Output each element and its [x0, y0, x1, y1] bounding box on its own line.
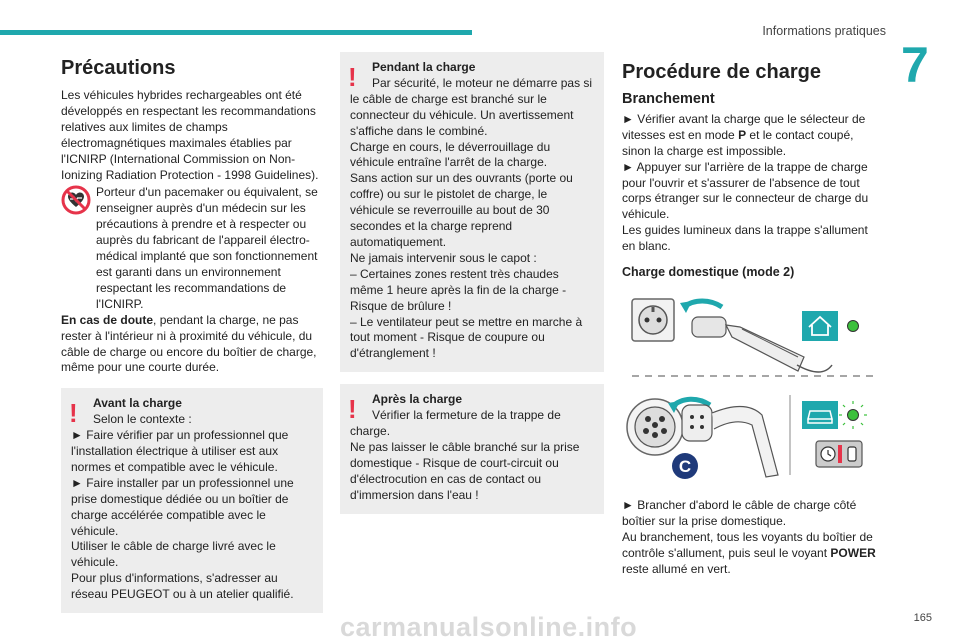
step-text: et le contact coupé, sinon la charge est impossible.: [622, 127, 854, 158]
no-pacemaker-icon: [61, 185, 91, 215]
warning-line: Ne pas laisser le câble branché sur la prise domestique - Risque de court-circuit ou d'électrocution en cas de contact ou d'immersion dans l'eau !: [350, 439, 580, 502]
warning-title: Avant la charge: [93, 396, 182, 411]
column-charge-procedure: [622, 56, 884, 577]
warning-title: Après la charge: [372, 392, 463, 407]
warning-line: Sans action sur un des ouvrants (porte ou coffre) ou sur le pistolet de charge, le véhicule se reverrouille au bout de 30 secondes et la charge reprend automatiquement.: [350, 171, 573, 249]
warning-during-charge: [340, 52, 604, 372]
column-charge-warnings: [340, 52, 604, 514]
home-icon: [802, 311, 838, 341]
domestic-charge-heading: Charge domestique (mode 2): [622, 265, 795, 280]
warning-after-charge: [340, 384, 604, 513]
section-header: Informations pratiques: [762, 24, 886, 38]
warning-line: Selon le contexte :: [93, 412, 192, 427]
pacemaker-text: Porteur d'un pacemaker ou équivalent, se renseigner auprès d'un médecin sur les précautions à prendre et à respecter ou auprès du fabricant de l'appareil électro-médical implanté que son fonctionnement est garanti dans un environnement respectant les recommandations de l'ICNIRP.: [96, 185, 318, 311]
column-precautions: [61, 52, 323, 613]
exclamation-icon: !: [348, 394, 357, 425]
doubt-rest: , pendant la charge, ne pas rester à l'intérieur ni à proximité du véhicule, du câble de charge ou encore du boîtier de charge, même pour une courte durée.: [61, 312, 317, 375]
warning-line: Par sécurité, le moteur ne démarre pas si le câble de charge est branché sur le connecteur du véhicule. Un avertissement s'affiche dans le combiné.: [350, 75, 593, 138]
figure-label-c: [672, 453, 698, 479]
warning-title: Pendant la charge: [372, 60, 476, 74]
step-check-gear: [622, 112, 884, 160]
figure-label-text: C: [678, 456, 692, 476]
warning-line: – Certaines zones restent très chaudes même 1 heure après la fin de la charge - Risque de brûlure !: [350, 266, 567, 313]
power-word: POWER: [830, 545, 876, 560]
top-accent-bar: [0, 30, 472, 35]
exclamation-icon: !: [348, 62, 357, 92]
note-text: Au branchement, tous les voyants du boîtier de contrôle s'allument, puis seul le voyant: [622, 529, 873, 560]
doubt-paragraph: [61, 313, 323, 377]
led-green-blink-icon: [848, 409, 859, 420]
power-led-note: [622, 530, 884, 578]
wall-socket-icon: [632, 299, 674, 341]
warning-line: Charge en cours, le déverrouillage du véhicule entraîne l'arrêt de la charge.: [350, 139, 551, 170]
warning-line: Vérifier la fermeture de la trappe de charge.: [350, 408, 561, 439]
icnirp-paragraph: Les véhicules hybrides rechargeables ont été développés en respectant les recommandations relatives aux limites de champs électromagnétiques maximales établies par l'ICNIRP (International Commission on Non-Ionizing Radiation Protection - 1998 Guidelines).: [61, 88, 319, 182]
led-green-icon: [848, 320, 859, 331]
lock-timer-icon: [816, 441, 862, 467]
pacemaker-notice: [61, 185, 323, 312]
watermark: carmanualsonline.info: [340, 612, 638, 642]
procedure-title: Procédure de charge: [622, 61, 821, 83]
step-open-flap: ► Appuyer sur l'arrière de la trappe de charge pour l'ouvrir et s'assurer de l'absence de tout corps étranger sur le connecteur de charge du véhicule.: [622, 159, 869, 222]
chapter-number: 7: [901, 37, 929, 93]
guides-light-note: Les guides lumineux dans la trappe s'allument en blanc.: [622, 223, 868, 254]
doubt-bold: En cas de doute: [61, 312, 154, 327]
exclamation-icon: !: [69, 398, 78, 429]
step-text: ► Vérifier avant la charge que le sélecteur de vitesses est en mode: [622, 111, 866, 142]
warning-before-charge: [61, 388, 323, 613]
warning-line: ► Faire installer par un professionnel une prise domestique dédiée ou un boîtier de charge accélérée compatible avec le véhicule.: [71, 475, 294, 538]
page-number: 165: [913, 612, 932, 624]
charging-illustration: [622, 295, 884, 485]
warning-line: Utiliser le câble de charge livré avec le véhicule.: [71, 539, 276, 570]
warning-line: ► Faire vérifier par un professionnel que l'installation électrique à utiliser est aux normes et compatible avec le véhicule.: [71, 428, 289, 474]
car-icon: [802, 401, 838, 429]
gear-p: P: [738, 127, 747, 142]
warning-line: – Le ventilateur peut se mettre en marche à tout moment - Risque de coupure ou d'étranglement !: [350, 314, 583, 361]
precautions-title: Précautions: [61, 57, 176, 79]
note-text: reste allumé en vert.: [622, 561, 731, 576]
branchement-heading: Branchement: [622, 91, 715, 107]
warning-line: Pour plus d'informations, s'adresser au réseau PEUGEOT ou à un atelier qualifié.: [71, 571, 294, 602]
warning-line: Ne jamais intervenir sous le capot :: [350, 250, 537, 265]
step-plug-box: ► Brancher d'abord le câble de charge côté boîtier sur la prise domestique.: [622, 497, 857, 528]
